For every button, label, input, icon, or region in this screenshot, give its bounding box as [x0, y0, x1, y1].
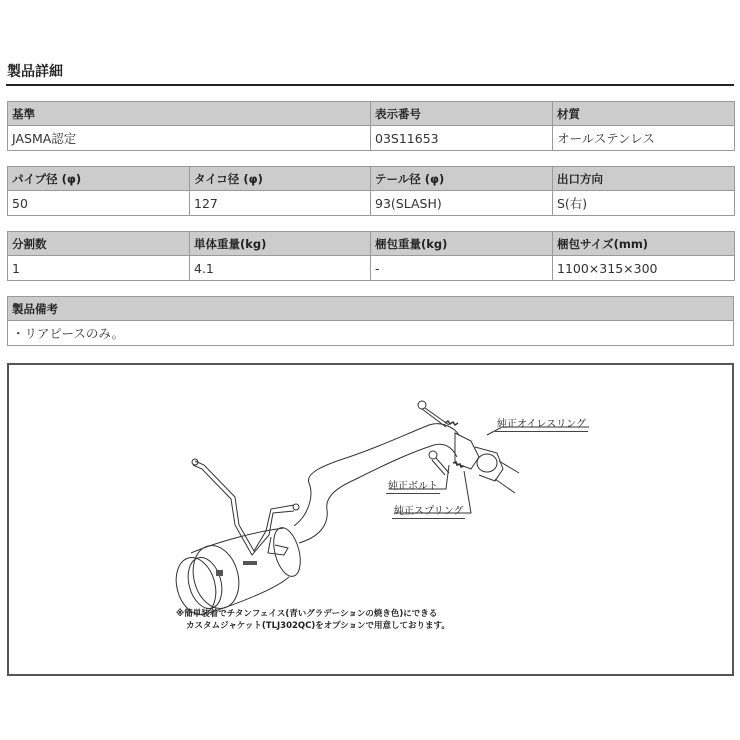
- table-row: [8, 256, 735, 281]
- exhaust-diagram: [7, 363, 734, 676]
- diagram-note-line-1: ※簡単装着でチタンフェイス(青いグラデーションの焼き色)にできる: [176, 609, 438, 619]
- value-package-size: 1100×315×300: [553, 256, 735, 281]
- spec-table-dimensions: [7, 166, 735, 216]
- value-standard: JASMA認定: [8, 126, 371, 151]
- header-display-number: 表示番号: [371, 102, 553, 126]
- diagram-note-line-2: カスタムジャケット(TLJ302QC)をオプションで用意しております。: [186, 621, 450, 631]
- value-unit-weight: 4.1: [190, 256, 371, 281]
- header-package-size: 梱包サイズ(mm): [553, 232, 735, 256]
- title-divider: [6, 84, 734, 86]
- header-split-count: 分割数: [8, 232, 190, 256]
- value-pipe-diameter: 50: [8, 191, 190, 216]
- header-pipe-diameter: パイプ径 (φ): [8, 167, 190, 191]
- header-standard: 基準: [8, 102, 371, 126]
- value-package-weight: -: [371, 256, 553, 281]
- value-remarks: ・リアピースのみ。: [8, 321, 734, 346]
- table-header-row: [8, 167, 735, 191]
- header-muffler-diameter: タイコ径 (φ): [190, 167, 371, 191]
- header-remarks: 製品備考: [8, 297, 734, 321]
- table-row: [8, 321, 734, 346]
- callout-oil-ring: 純正オイレスリング: [495, 415, 588, 432]
- callout-bolt: 純正ボルト: [386, 477, 440, 494]
- table-header-row: [8, 102, 735, 126]
- callout-spring: 純正スプリング: [392, 502, 465, 519]
- header-package-weight: 梱包重量(kg): [371, 232, 553, 256]
- spec-table-standard: [7, 101, 735, 151]
- table-header-row: [8, 232, 735, 256]
- remarks-table: [7, 296, 734, 346]
- header-material: 材質: [553, 102, 735, 126]
- value-muffler-diameter: 127: [190, 191, 371, 216]
- value-material: オールステンレス: [553, 126, 735, 151]
- value-split-count: 1: [8, 256, 190, 281]
- header-exit-direction: 出口方向: [553, 167, 735, 191]
- header-unit-weight: 単体重量(kg): [190, 232, 371, 256]
- value-display-number: 03S11653: [371, 126, 553, 151]
- spec-table-weights: [7, 231, 735, 281]
- table-row: [8, 191, 735, 216]
- value-tail-diameter: 93(SLASH): [371, 191, 553, 216]
- section-title: 製品詳細: [7, 64, 63, 80]
- header-tail-diameter: テール径 (φ): [371, 167, 553, 191]
- value-exit-direction: S(右): [553, 191, 735, 216]
- table-header-row: [8, 297, 734, 321]
- table-row: [8, 126, 735, 151]
